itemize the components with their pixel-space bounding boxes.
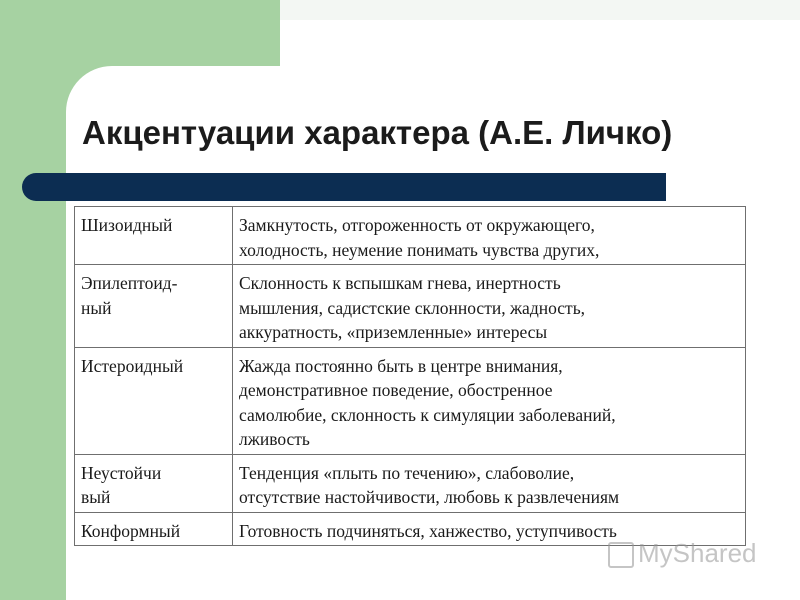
watermark-logo-icon [608,542,634,568]
table-row [75,454,746,512]
description-line: Склонность к вспышкам гнева, инертность [239,273,561,293]
description-line: лживость [239,429,310,449]
top-decor-strip [280,0,800,20]
type-line: ный [81,297,112,318]
description-cell [233,454,746,512]
description-line: демонстративное поведение, обостренное [239,380,553,400]
slide-title: Акцентуации характера (А.Е. Личко) [82,114,673,151]
type-line: Неустойчи [81,462,162,483]
type-cell [75,347,233,454]
type-cell [75,207,233,265]
description-line: холодность, неумение понимать чувства других, [239,239,600,260]
description-line: Готовность подчиняться, ханжество, уступчивость [239,520,617,541]
type-line: Истероидный [81,355,184,376]
watermark-text: MyShared [638,538,757,568]
description-line: самолюбие, склонность к симуляции заболеваний, [239,404,616,425]
title-underline-bar [22,173,666,201]
watermark [608,538,757,569]
description-line: мышления, садистские склонности, жадность, [239,297,586,318]
description-line: Тенденция «плыть по течению», слабоволие, [239,462,575,483]
description-line: аккуратность, «приземленные» интересы [239,322,548,342]
type-cell [75,454,233,512]
table-row [75,265,746,348]
type-cell [75,265,233,348]
type-line: Конформный [81,520,181,541]
table-body [75,207,746,546]
type-cell [75,512,233,546]
table-row [75,207,746,265]
type-line: вый [81,487,111,507]
description-line: Жажда постоянно быть в центре внимания, [239,355,563,376]
description-cell [233,347,746,454]
type-line: Эпилептоид- [81,273,178,293]
description-cell [233,207,746,265]
type-line: Шизоидный [81,215,173,235]
description-line: отсутствие настойчивости, любовь к развлечениям [239,487,620,507]
description-line: Замкнутость, отгороженность от окружающего, [239,215,595,235]
accentuation-table [74,206,746,546]
table-row [75,347,746,454]
description-cell [233,265,746,348]
